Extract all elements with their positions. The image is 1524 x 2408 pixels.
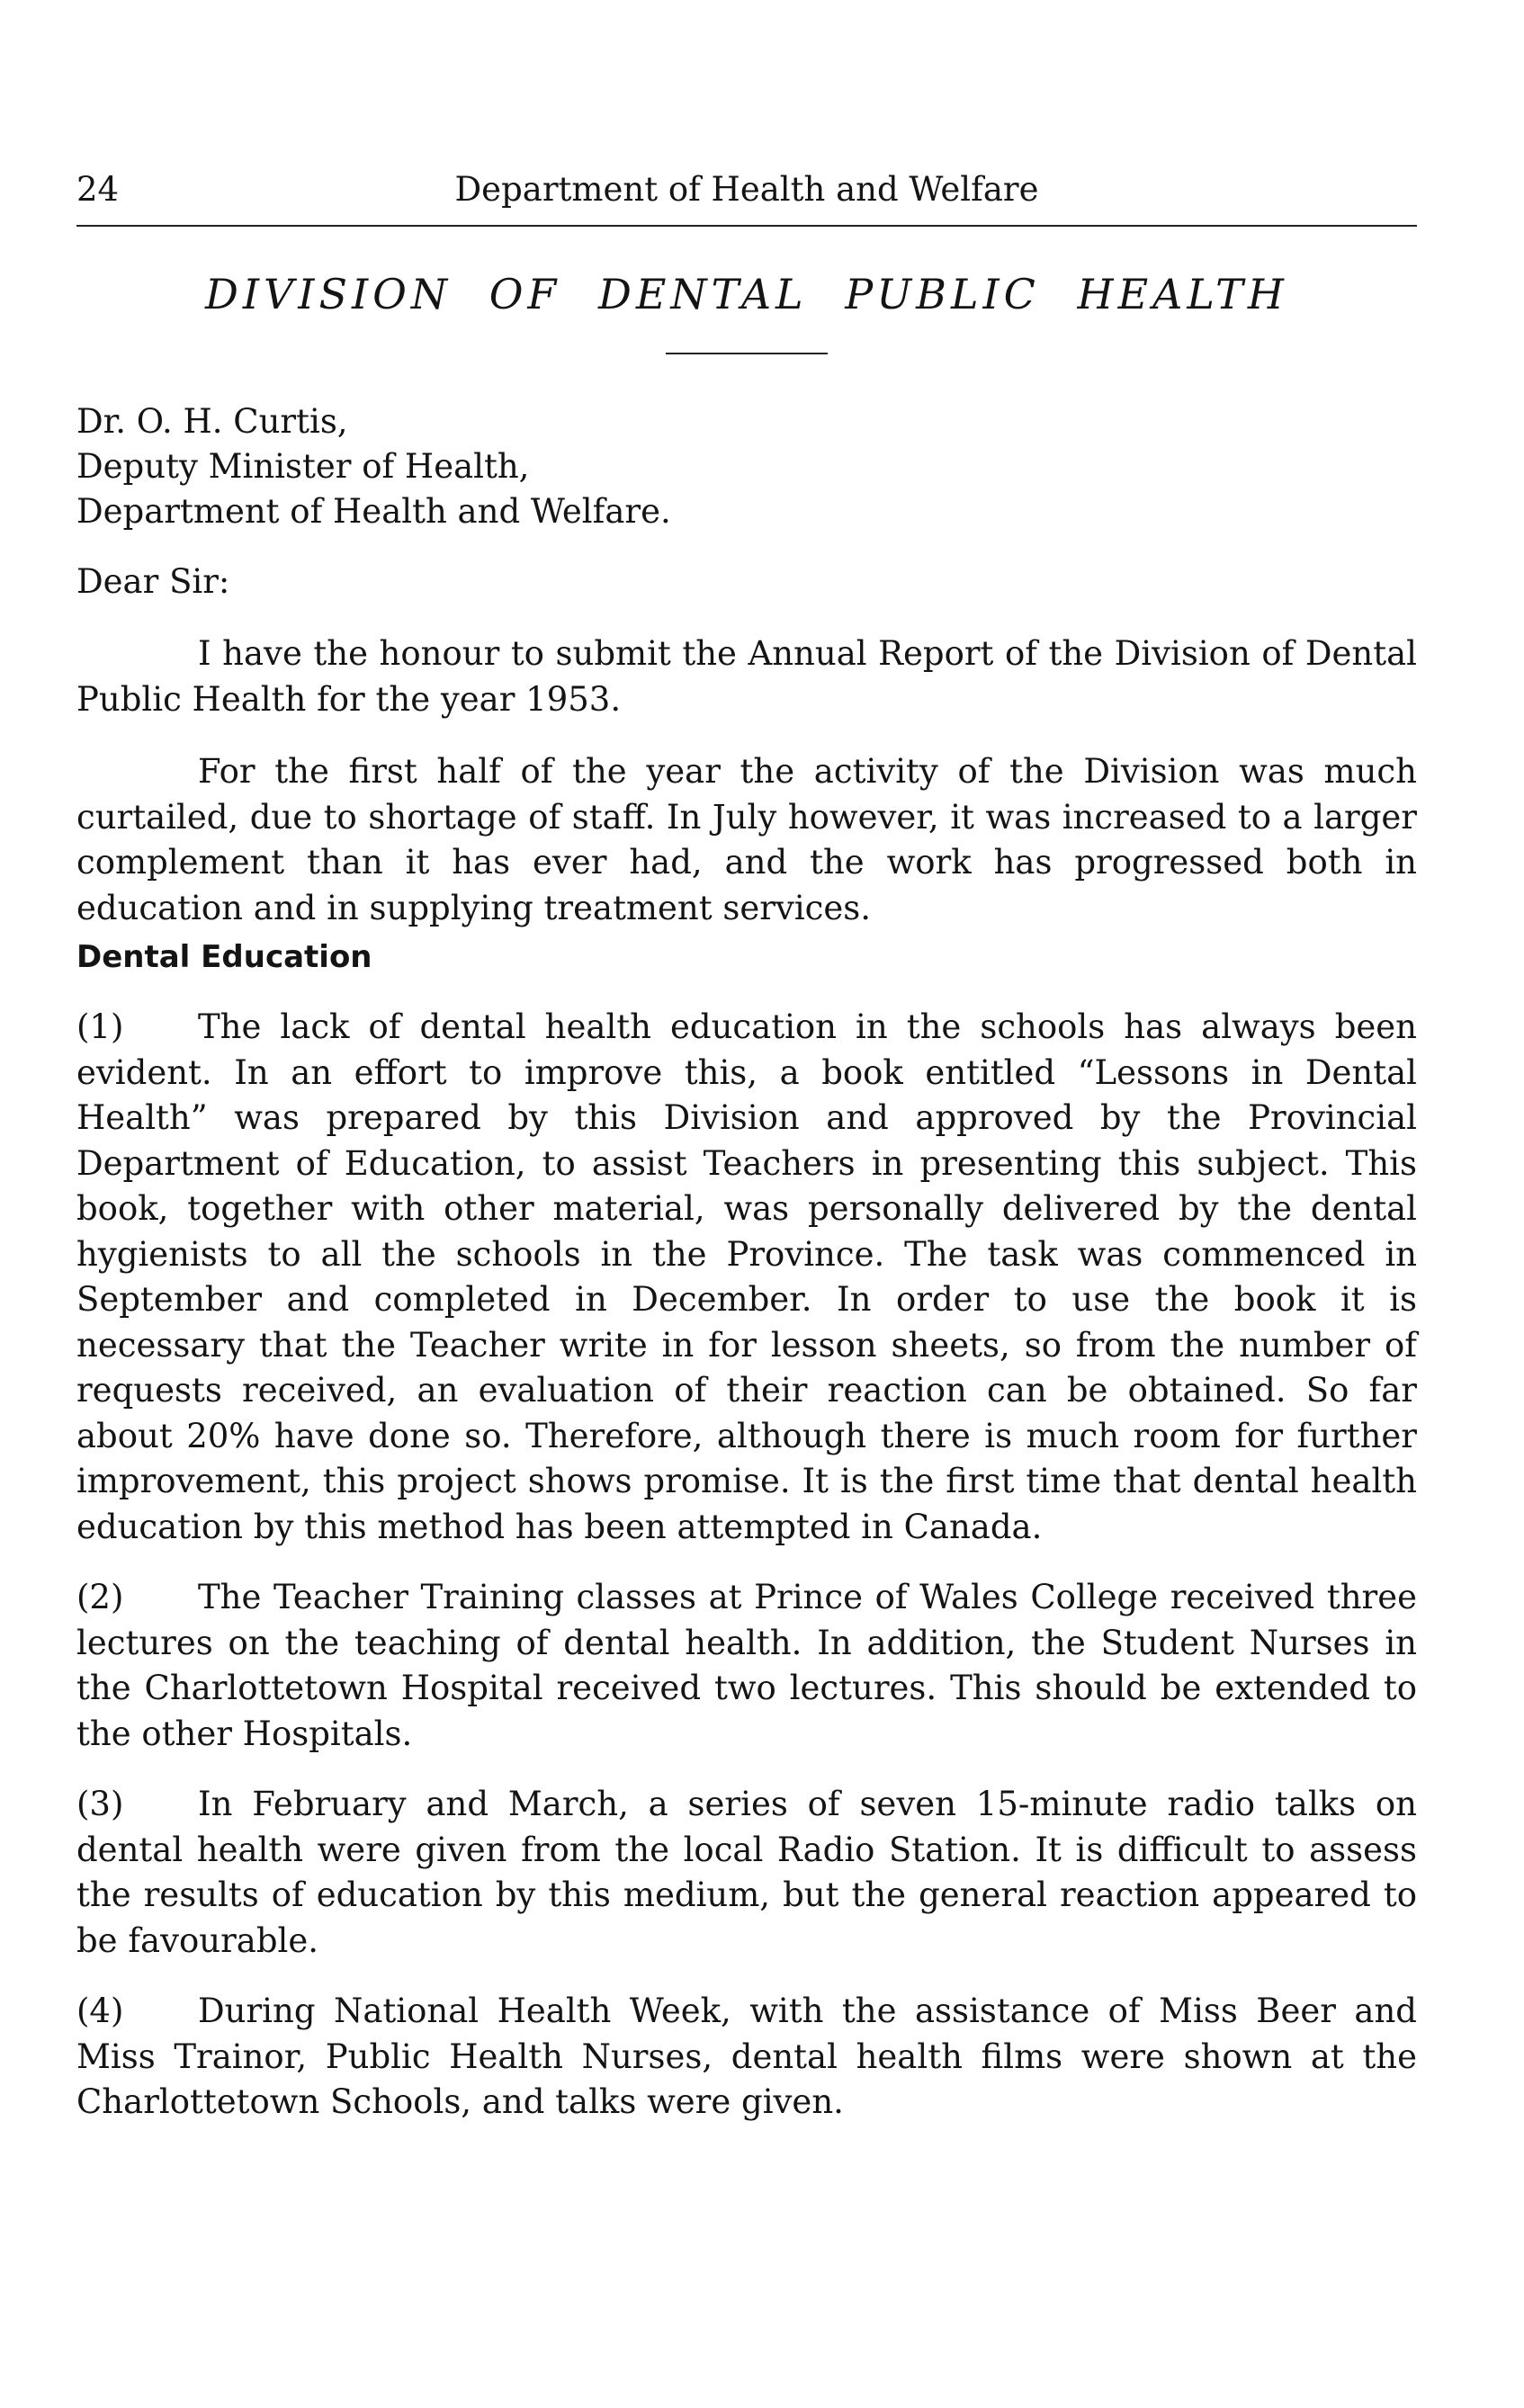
division-title: DIVISION OF DENTAL PUBLIC HEALTH [205,270,1288,318]
header-rule [76,225,1417,227]
paragraph-number: (3) [76,1785,124,1823]
numbered-paragraph [76,1005,1417,1550]
intro-paragraph: For the first half of the year the activity of the Division was much curtailed, due to shortage of staff. In July however, it was increased to a larger complement than it has ever had, and the work has progressed both in education and in supplying treatment services. [76,752,1417,927]
salutation: Dear Sir: [76,562,230,601]
address-line: Dr. O. H. Curtis, [76,402,348,441]
address-line: Department of Health and Welfare. [76,492,671,531]
paragraph-number: (2) [76,1578,124,1616]
address-block [76,399,1417,534]
numbered-paragraph [76,1575,1417,1757]
intro-paragraph: I have the honour to submit the Annual Report of the Division of Dental Public Health for the year 1953. [76,634,1417,719]
title-rule [666,353,828,354]
section-heading: Dental Education [76,939,372,975]
document-page [76,162,1417,2126]
paragraph-text: During National Health Week, with the assistance of Miss Beer and Miss Trainor, Public Health Nurses, dental health films were shown at the Charlottetown Schools, and talks were given. [76,1992,1417,2121]
numbered-paragraph [76,1989,1417,2126]
paragraph-text: The Teacher Training classes at Prince of Wales College received three lectures on the teaching of dental health. In addition, the Student Nurses in the Charlottetown Hospital received two lectures. This should be extended to the other Hospitals. [76,1578,1417,1753]
paragraph-text: In February and March, a series of seven 15-minute radio talks on dental health were given from the local Radio Station. It is difficult to assess the results of education by this medium, but the general reaction appeared to be favourable. [76,1785,1417,1960]
numbered-paragraph [76,1782,1417,1964]
page-number: 24 [76,170,120,209]
running-title: Department of Health and Welfare [454,170,1039,209]
running-header [76,162,1417,218]
paragraph-number: (4) [76,1992,124,2030]
paragraph-text: The lack of dental health education in the schools has always been evident. In an effort to improve this, a book entitled “Lessons in Dental Health” was prepared by this Division and approved by the Provincial Department of Education, to assist Teachers in presenting this subject. This book, together with other material, was personally delivered by the dental hygienists to all the schools in the Province. The task was commenced in September and completed in December. In order to use the book it is necessary that the Teacher write in for lesson sheets, so from the number of requests received, an evaluation of their reaction can be obtained. So far about 20% have done so. Therefore, although there is much room for further improvement, this project shows promise. It is the first time that dental health education by this method has been attempted in Canada. [76,1007,1417,1546]
paragraph-number: (1) [76,1007,124,1046]
address-line: Deputy Minister of Health, [76,447,530,486]
